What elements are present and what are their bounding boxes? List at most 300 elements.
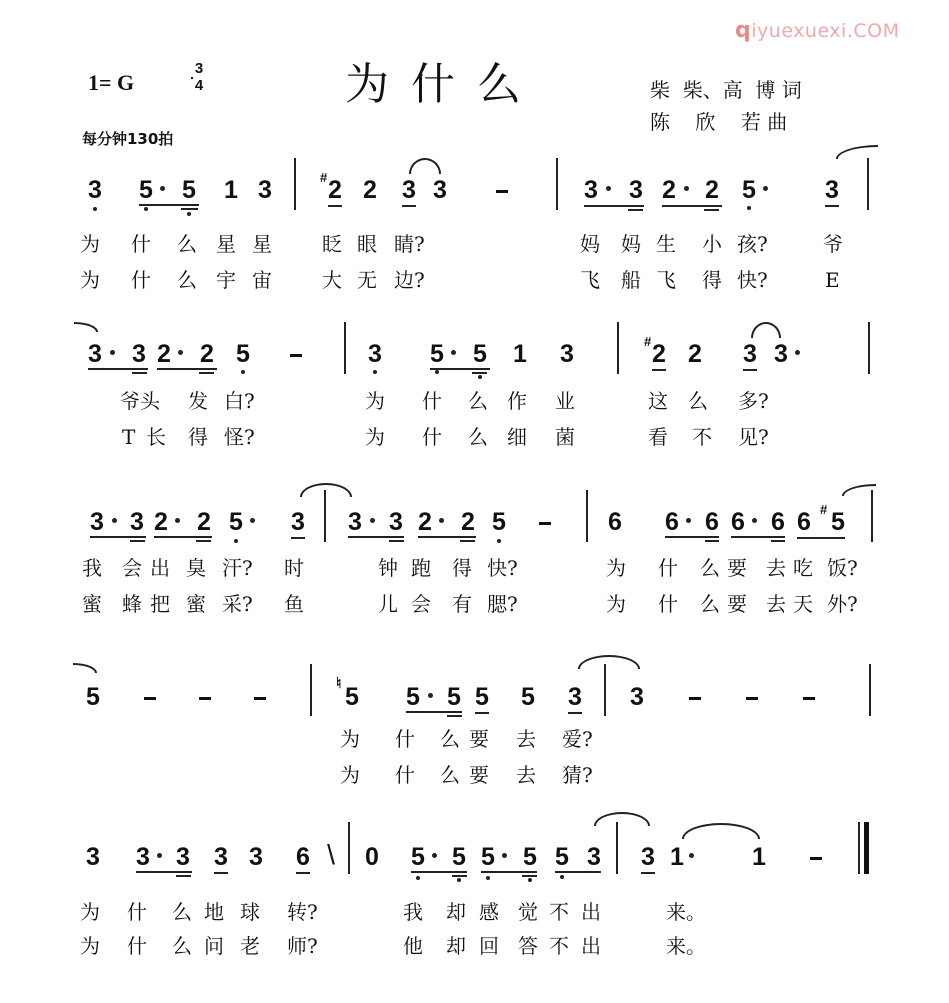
low-octave-dot [457,878,461,882]
lyric: 我 [403,900,423,924]
underline-eighth [157,368,217,370]
lyric: T [122,425,136,449]
note: 3 [258,176,272,204]
augmentation-dot [752,518,757,523]
augmentation-dot [112,518,117,523]
note: 5 [236,340,250,368]
lyric: 老 [240,934,260,958]
lyric: 爱? [562,727,593,751]
note: 6 [296,843,310,871]
barline [868,322,870,374]
lyric: 怪? [224,425,255,449]
page-title: 为什么 [345,59,543,110]
lyric: 不 [692,425,712,449]
note: 3 [641,843,655,871]
underline-sixteenth [176,875,191,877]
lyric: 眨 [322,232,342,256]
lyricist-credit: 柴 柴、高 博 词 [650,78,802,102]
dash-extension [803,697,815,700]
lyric: 快? [737,268,768,292]
underline-sixteenth [181,208,198,210]
underline-eighth [825,205,839,207]
lyric: 为 [365,389,385,413]
lyric: 会 [122,556,142,580]
underline-sixteenth [452,875,467,877]
tie-arc [300,483,352,497]
natural-sign: ♮ [336,675,342,692]
lyric: 睛? [394,232,425,256]
note: 5 [406,683,420,711]
lyric: 鱼 [284,592,304,616]
lyric: 爷头 [120,389,160,413]
lyric: 么 [468,389,488,413]
low-octave-dot [486,876,490,880]
low-octave-dot [187,212,191,216]
note: 5 [345,683,359,711]
lyric: E [825,268,840,292]
underline-eighth [568,712,582,714]
underline-eighth [328,205,342,207]
note: 5 [139,176,153,204]
underline-eighth [641,872,655,874]
lyric: 蜜 [82,592,102,616]
lyric: 儿 [378,592,398,616]
note: 5 [229,508,243,536]
underline-eighth [291,537,305,539]
note: 3 [348,508,362,536]
lyric: 去 [766,556,786,580]
underline-eighth [418,536,476,538]
lyric: 猜? [562,763,593,787]
note: 3 [136,843,150,871]
underline-eighth [139,204,199,206]
lyric: 腮? [487,592,518,616]
watermark [735,18,900,43]
underline-sixteenth [705,540,719,542]
augmentation-dot [110,350,115,355]
note: 2 [461,508,475,536]
underline-eighth [652,369,666,371]
lyric: 什 [422,425,442,449]
note: 6 [797,508,811,536]
note: 5 [182,176,196,204]
underline-sixteenth [196,540,211,542]
lyric: 什 [658,556,678,580]
lyric: 有 [452,592,472,616]
lyric: 发 [188,389,208,413]
barline [586,490,588,542]
low-octave-dot [497,539,501,543]
dash-extension [810,857,822,860]
underline-eighth [481,871,537,873]
lyric: 得 [702,268,722,292]
lyric: 长 [146,425,166,449]
note: 3 [743,340,757,368]
lyric: 采? [222,592,253,616]
lyric: 时 [284,556,304,580]
underline-eighth [88,368,148,370]
augmentation-dot [370,518,375,523]
note: 2 [652,340,666,368]
note: 5 [475,683,489,711]
underline-eighth [214,872,228,874]
note: 2 [154,508,168,536]
note: 5 [473,340,487,368]
lyric: 白? [224,389,255,413]
note: 2 [328,176,342,204]
low-octave-dot [373,370,377,374]
dash-extension [746,697,758,700]
underline-sixteenth [472,372,487,374]
lyric: 钟 [378,556,398,580]
augmentation-dot [686,518,691,523]
lyric: 会 [411,592,431,616]
dash-extension [144,697,156,700]
lyric: 么 [440,727,460,751]
lyric: 小 [702,232,722,256]
note: 3 [86,843,100,871]
underline-sixteenth [199,372,214,374]
lyric: 飞 [580,268,600,292]
lyric: 么 [172,900,192,924]
underline-eighth [90,536,146,538]
note: 3 [774,340,788,368]
note: 0 [365,843,379,871]
lyric: 要 [727,556,747,580]
underline-eighth [348,536,404,538]
note: 2 [200,340,214,368]
lyric: 臭 [186,556,206,580]
underline-sixteenth [704,209,719,211]
underline-sixteenth [522,875,537,877]
barline [869,664,871,716]
dash-extension [496,190,508,193]
note: 3 [825,176,839,204]
note: 3 [630,683,644,711]
lyric: 答 [518,934,538,958]
lyric: 去 [766,592,786,616]
underline-eighth [402,205,416,207]
note: 2 [662,176,676,204]
tie-arc [578,655,640,669]
lyric: 么 [440,763,460,787]
barline [867,158,869,210]
lyric: 球 [240,900,260,924]
note: 5 [481,843,495,871]
tie-arc-start [836,145,878,159]
note: 3 [130,508,144,536]
note: 6 [665,508,679,536]
note: 6 [705,508,719,536]
dash-extension [689,697,701,700]
lyric: 么 [700,592,720,616]
underline-eighth [555,871,601,873]
note: 3 [402,176,416,204]
dash-extension [539,522,551,525]
underline-sixteenth [132,372,147,374]
augmentation-dot [763,186,768,191]
lyric: 天 [793,592,813,616]
note: 3 [132,340,146,368]
sharp-sign: # [320,170,328,185]
note: 1 [513,340,527,368]
underline-sixteenth [460,540,475,542]
lyric: 为 [606,556,626,580]
time-signature-top: 3 [194,60,204,77]
lyric: 什 [422,389,442,413]
lyric: 宇 [216,268,236,292]
low-octave-dot [93,207,97,211]
lyric: 要 [727,592,747,616]
augmentation-dot [428,693,433,698]
lyric: 感 [479,900,499,924]
lyric: 为 [80,268,100,292]
augmentation-dot [157,853,162,858]
note: 5 [742,176,756,204]
low-octave-dot [560,875,564,879]
lyric: 为 [80,232,100,256]
augmentation-dot [160,186,165,191]
augmentation-dot [689,853,694,858]
note: 6 [608,508,622,536]
lyric: 不 [549,934,569,958]
barline [324,490,326,542]
lyric: 飞 [656,268,676,292]
low-octave-dot [416,876,420,880]
barline [617,322,619,374]
lyric: 来。 [666,900,706,924]
composer-credit: 陈 欣 若 曲 [650,110,788,134]
underline-eighth [406,711,462,713]
underline-eighth [743,369,757,371]
lyric: 无 [357,268,377,292]
underline-sixteenth [130,540,145,542]
note: 3 [88,340,102,368]
lyric: 妈 [580,232,600,256]
lyric: 把 [150,592,170,616]
lyric: 却 [446,934,466,958]
low-octave-dot [144,207,148,211]
note: 3 [249,843,263,871]
augmentation-dot [451,350,456,355]
note: 5 [452,843,466,871]
lyric: 看 [648,425,668,449]
barline [294,158,296,210]
lyric: 师? [287,934,318,958]
lyric: 吃 [793,556,813,580]
tie-arc [409,158,441,174]
note: 2 [418,508,432,536]
lyric: 为 [80,900,100,924]
barline [344,322,346,374]
lyric: 么 [177,232,197,256]
lyric: 问 [204,934,224,958]
time-signature-line [191,77,193,79]
lyric: 什 [131,232,151,256]
note: 5 [447,683,461,711]
note: 5 [555,843,569,871]
lyric: 星 [252,232,272,256]
lyric: 什 [127,934,147,958]
lyric: 孩? [737,232,768,256]
sharp-sign: # [644,334,652,349]
lyric: 回 [479,934,499,958]
lyric: 觉 [518,900,538,924]
note: 2 [157,340,171,368]
note: 1 [224,176,238,204]
note: 3 [291,508,305,536]
lyric: 去 [516,727,536,751]
note: 6 [771,508,785,536]
note: 2 [688,340,702,368]
lyric: 汗? [222,556,253,580]
lyric: 星 [216,232,236,256]
lyric: 这 [648,389,668,413]
note: 3 [90,508,104,536]
note: 3 [629,176,643,204]
tie-arc-end [73,663,97,673]
note: 3 [214,843,228,871]
lyric: 大 [322,268,342,292]
note: 5 [430,340,444,368]
lyric: 作 [507,389,527,413]
lyric: 什 [658,592,678,616]
lyric: 生 [656,232,676,256]
note: 6 [731,508,745,536]
lyric: 妈 [621,232,641,256]
lyric: 么 [700,556,720,580]
lyric: 为 [365,425,385,449]
sharp-sign: # [820,502,828,517]
low-octave-dot [241,370,245,374]
note: 3 [389,508,403,536]
lyric: 边? [394,268,425,292]
note: 3 [433,176,447,204]
lyric: 为 [80,934,100,958]
low-octave-dot [435,370,439,374]
note: 3 [584,176,598,204]
augmentation-dot [795,350,800,355]
underline-eighth [411,871,467,873]
dash-extension [254,697,266,700]
underline-eighth [430,368,490,370]
lyric: 得 [452,556,472,580]
barline [871,490,873,542]
underline-sixteenth [771,540,785,542]
key-signature: 1= G [88,70,135,95]
underline-sixteenth [447,715,462,717]
lyric: 地 [204,900,224,924]
lyric: 我 [82,556,102,580]
low-octave-dot [234,539,238,543]
lyric: 得 [188,425,208,449]
tie-arc [682,823,760,839]
final-barline-thick [864,822,869,874]
low-octave-dot [478,375,482,379]
time-signature-bottom: 4 [194,77,204,94]
note: 1 [670,843,684,871]
note: 2 [197,508,211,536]
lyric: 业 [555,389,575,413]
note: 1 [752,843,766,871]
lyric: 饭? [827,556,858,580]
lyric: 船 [621,268,641,292]
lyric: 爷 [823,232,843,256]
tie-arc [751,322,781,338]
barline [616,822,618,874]
note: 3 [587,843,601,871]
lyric: 什 [395,727,415,751]
underline-eighth [296,872,310,874]
breath-mark: \ [327,839,335,870]
lyric: 他 [403,934,423,958]
lyric: 跑 [411,556,431,580]
lyric: 出 [581,900,601,924]
lyric: 么 [688,389,708,413]
lyric: 出 [150,556,170,580]
lyric: 要 [469,763,489,787]
note: 3 [568,683,582,711]
watermark-logo-icon: q [735,18,752,43]
underline-eighth [136,871,192,873]
note: 5 [492,508,506,536]
lyric: 蜂 [122,592,142,616]
tie-arc [594,812,650,826]
note: 3 [176,843,190,871]
watermark-text: iyuexuexi.COM [751,20,900,42]
underline-eighth [731,536,785,538]
augmentation-dot [502,853,507,858]
note: 3 [560,340,574,368]
low-octave-dot [528,878,532,882]
lyric: 眼 [357,232,377,256]
underline-sixteenth [628,209,643,211]
lyric: 不 [549,900,569,924]
augmentation-dot [606,186,611,191]
lyric: 出 [581,934,601,958]
augmentation-dot [175,518,180,523]
underline-eighth [665,536,719,538]
note: 3 [368,340,382,368]
lyric: 为 [340,763,360,787]
tempo-marking: 每分钟130拍 [82,130,174,148]
barline [348,822,350,874]
lyric: 见? [738,425,769,449]
lyric: 来。 [666,934,706,958]
lyric: 去 [516,763,536,787]
lyric: 么 [468,425,488,449]
final-barline-thin [858,822,860,874]
augmentation-dot [432,853,437,858]
lyric: 外? [827,592,858,616]
barline [556,158,558,210]
lyric: 么 [177,268,197,292]
lyric: 却 [446,900,466,924]
augmentation-dot [178,350,183,355]
lyric: 蜜 [186,592,206,616]
lyric: 宙 [252,268,272,292]
augmentation-dot [684,186,689,191]
lyric: 菌 [555,425,575,449]
underline-eighth [475,712,489,714]
lyric: 为 [606,592,626,616]
underline-eighth [797,537,845,539]
note: 5 [831,508,845,536]
underline-eighth [662,205,722,207]
note: 2 [363,176,377,204]
dash-extension [199,697,211,700]
lyric: 要 [469,727,489,751]
